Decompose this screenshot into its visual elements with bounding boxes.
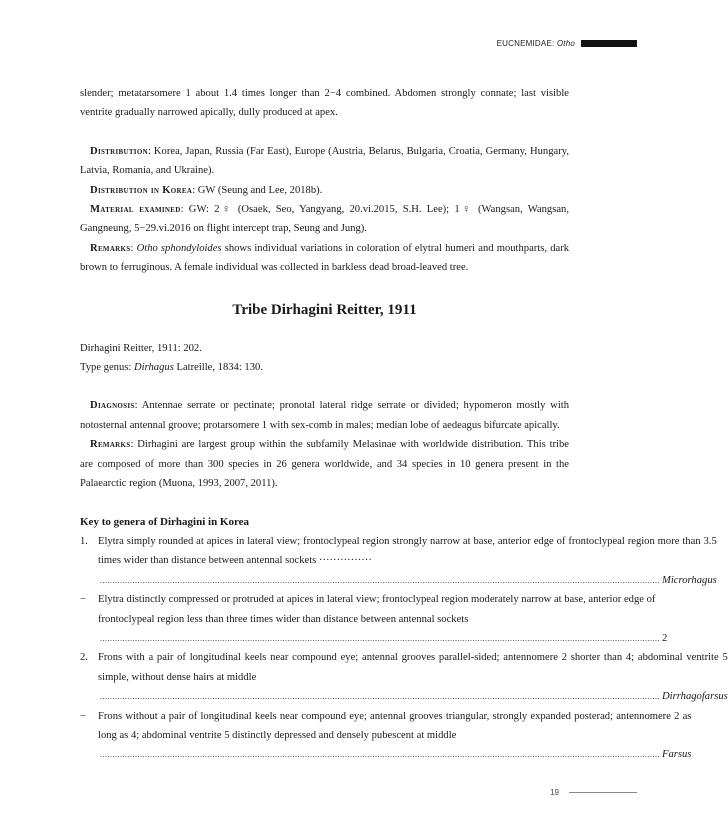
type-genus [80, 358, 569, 377]
key-couplet-2 [80, 648, 728, 706]
distribution-paragraph [80, 142, 569, 181]
distribution-korea-text: : GW (Seung and Lee, 2018b). [192, 184, 323, 196]
species-name: Otho sphondyloides [136, 242, 222, 254]
leader-dots: ··············· [316, 555, 372, 567]
header-genus: Otho [556, 38, 575, 48]
couplet-text [98, 648, 728, 706]
tribe-title: Tribe Dirhagini Reitter, 1911 [232, 301, 417, 318]
couplet-result: Farsus [662, 749, 692, 761]
page-body [80, 84, 728, 765]
distribution-korea-paragraph [80, 181, 569, 200]
header-family: EUCNEMIDAE: [496, 38, 555, 48]
couplet-result: 2 [662, 632, 668, 644]
spacer [80, 377, 569, 396]
couplet-number: 1. [80, 535, 88, 547]
couplet-endline [98, 571, 717, 590]
remarks-label-1: Remarks [90, 242, 131, 254]
couplet-description: Elytra distinctly compressed or protruded at apices in lateral view; frontoclypeal region moderately narrow at base, anterior edge of frontoclypeal region less than three times wider than distance between antennal sockets [98, 594, 656, 625]
distribution-korea-label: Distribution in Korea [90, 184, 193, 196]
couplet-number: − [80, 594, 86, 606]
couplet-result-line [98, 687, 728, 706]
spacer [80, 494, 569, 513]
key-couplet-1b [80, 590, 668, 648]
couplet-description: Frons without a pair of longitudinal keels near compound eye; antennal grooves triangular, strongly expanded posterad; antennomere 2 as long as 4; abdominal ventrite 5 distinctly depressed and densely pubescent at middle [98, 710, 692, 741]
couplet-result-line [98, 745, 691, 764]
material-paragraph [80, 200, 569, 239]
couplet-result: Microrhagus [662, 574, 717, 586]
couplet-text [98, 532, 717, 590]
leader-dots [100, 687, 660, 706]
remarks-paragraph-1 [80, 239, 569, 278]
remarks-paragraph-2 [80, 435, 569, 493]
page-number: 19 [550, 788, 559, 797]
couplet-result: Dirrhagofarsus [662, 691, 728, 703]
couplet-text [98, 707, 691, 765]
spacer [80, 123, 569, 142]
intro-paragraph: slender; metatarsomere 1 about 1.4 times longer than 2−4 combined. Abdomen strongly connate; last visible ventrite gradually narrowed apically, dully produced at apex. [80, 88, 569, 119]
distribution-text: : Korea, Japan, Russia (Far East), Europe (Austria, Belarus, Bulgaria, Croatia, Germany, Hungary, Latvia, Romania, and Ukraine). [80, 145, 569, 177]
tribe-citation: Dirhagini Reitter, 1911: 202. [80, 342, 202, 354]
running-header-text [497, 39, 575, 48]
couplet-description: Elytra simply rounded at apices in lateral view; frontoclypeal region strongly narrow at base, anterior edge of frontoclypeal region more than 3.5 times wider than distance between antennal sockets [98, 535, 717, 567]
remarks-colon-1: : [130, 242, 137, 254]
diagnosis-text: : Antennae serrate or pectinate; pronotal lateral ridge serrate or divided; hypomeron mostly with notosternal antennal groove; protarsomere 1 with sex-comb in males; median lobe of aedeagus bifurcate apically. [80, 400, 569, 431]
type-genus-prefix: Type genus: [80, 362, 134, 374]
type-genus-name: Dirhagus [133, 362, 174, 374]
leader-dots [100, 629, 660, 648]
leader-dots [100, 745, 660, 764]
footer-rule [569, 792, 637, 793]
remarks-text-2: : Dirhagini are largest group within the subfamily Melasinae with worldwide distribution. This tribe are composed of more than 300 species in 26 genera worldwide, and 34 species in 10 genera present in the Palaearctic region (Muona, 1993, 2007, 2011). [80, 439, 569, 490]
diagnosis-label: Diagnosis [90, 400, 135, 412]
diagnosis-paragraph [80, 396, 569, 435]
couplet-number: 2. [80, 652, 88, 664]
page-footer [550, 788, 637, 797]
running-header [497, 38, 637, 48]
material-text: : GW: 2♀ (Osaek, Seo, Yangyang, 20.vi.2015, S.H. Lee); 1♀ (Wangsan, Wangsan, Gangneung, 5−29.vi.2016 on flight intercept trap, Seung and Jung). [80, 204, 570, 235]
couplet-result-line [98, 629, 667, 648]
couplet-number: − [80, 710, 86, 722]
key-couplet-1 [80, 532, 717, 590]
couplet-endline [98, 590, 667, 629]
couplet-text [98, 590, 667, 648]
key-title: Key to genera of Dirhagini in Korea [80, 515, 250, 528]
leader-dots [100, 571, 660, 590]
material-label: Material examined [90, 204, 181, 216]
distribution-label: Distribution [90, 145, 148, 157]
key-couplet-2b [80, 707, 692, 765]
type-genus-suffix: Latreille, 1834: 130. [173, 362, 263, 374]
remarks-label-2: Remarks [90, 439, 131, 451]
couplet-description: Frons with a pair of longitudinal keels near compound eye; antennal grooves parallel-sided; antennomere 2 shorter than 4; abdominal ventrite 5 simple, without dense hairs at middle [98, 652, 728, 683]
header-bar [581, 40, 637, 47]
remarks-text-1: shows individual variations in coloration of elytral humeri and mouthparts, dark brown to ferruginous. A female individual was collected in barkless dead broad-leaved tree. [80, 242, 570, 274]
